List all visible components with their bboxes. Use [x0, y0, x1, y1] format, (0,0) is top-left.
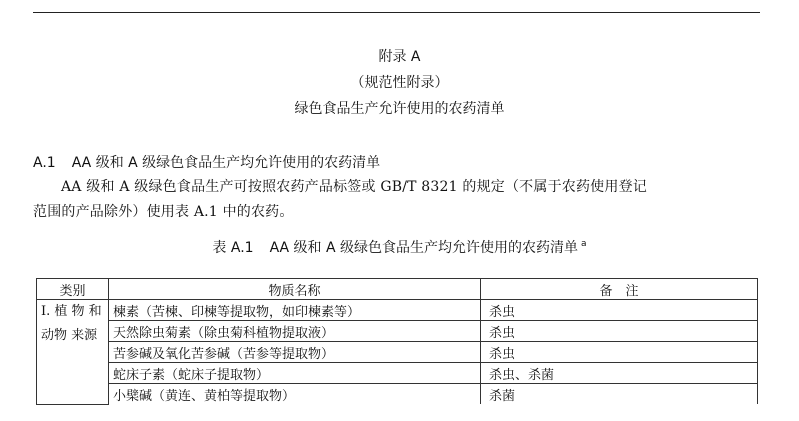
substance-name-cell: 天然除虫菊素（除虫菊科植物提取液） — [109, 321, 481, 342]
header-substance-name: 物质名称 — [109, 279, 481, 300]
table-footnote-mark: a — [581, 239, 587, 250]
table-row — [37, 363, 758, 384]
note-cell: 杀虫、杀菌 — [481, 363, 758, 384]
table-row — [37, 300, 758, 321]
substance-name-cell: 蛇床子素（蛇床子提取物） — [109, 363, 481, 384]
substance-name-cell: 苦参碱及氧化苦参碱（苦参等提取物） — [109, 342, 481, 363]
note-cell: 杀虫 — [481, 342, 758, 363]
substance-name-cell: 楝素（苦楝、印楝等提取物，如印楝素等） — [109, 300, 481, 321]
table-row — [37, 342, 758, 363]
section-heading — [33, 152, 380, 172]
category-cell: I. 植 物 和动物 来源 — [37, 300, 109, 405]
appendix-subtitle: （规范性附录） — [350, 75, 449, 91]
paragraph-line-1: AA 级和 A 级绿色食品生产可按照农药产品标签或 GB/T 8321 的规定（不属于农药使用登记 — [61, 179, 647, 195]
pesticide-table — [36, 278, 758, 405]
appendix-title: 附录 A — [378, 49, 421, 65]
header-category: 类别 — [37, 279, 109, 300]
substance-name-cell: 小檗碱（黄连、黄柏等提取物） — [109, 384, 481, 405]
top-rule — [33, 12, 760, 13]
note-cell: 杀虫 — [481, 321, 758, 342]
table-caption — [0, 237, 799, 257]
table-caption-text: AA 级和 A 级绿色食品生产均允许使用的农药清单 — [269, 240, 579, 256]
note-cell: 杀菌 — [481, 384, 758, 405]
note-cell: 杀虫 — [481, 300, 758, 321]
table-caption-number: 表 A.1 — [212, 240, 254, 256]
table-row — [37, 384, 758, 405]
appendix-heading: 绿色食品生产允许使用的农药清单 — [294, 101, 505, 117]
paragraph-line-2: 范围的产品除外）使用表 A.1 中的农药。 — [33, 204, 294, 220]
section-number: A.1 — [33, 155, 56, 171]
header-note: 备 注 — [481, 279, 758, 300]
section-heading-text: AA 级和 A 级绿色食品生产均允许使用的农药清单 — [71, 155, 381, 171]
table-row — [37, 321, 758, 342]
table-header-row — [37, 279, 758, 300]
